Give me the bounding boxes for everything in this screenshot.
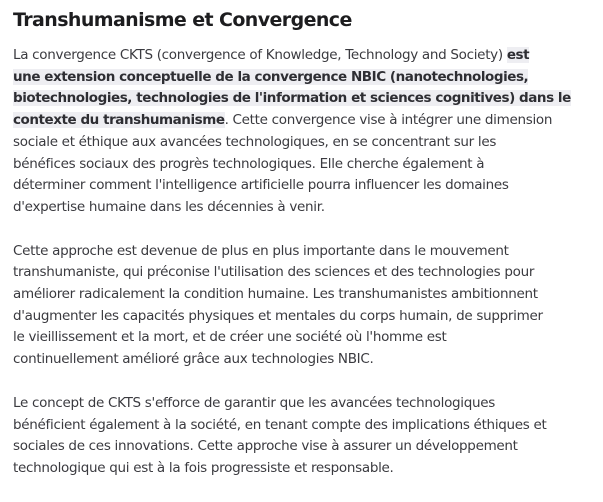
- text-line: [13, 458, 595, 480]
- text-line: [13, 132, 595, 154]
- paragraph: [13, 241, 595, 371]
- text-line: [13, 306, 595, 328]
- text-segment: le vieillissement et la mort, et de créer une société où l'homme est: [13, 329, 447, 346]
- text-line: [13, 415, 595, 437]
- text-segment: . Cette convergence vise à intégrer une dimension: [224, 112, 553, 129]
- text-segment: technologique qui est à la fois progressiste et responsable.: [13, 459, 394, 476]
- paragraph: [13, 45, 595, 219]
- text-line: [13, 110, 595, 132]
- text-segment: Cette approche est devenue de plus en plus importante dans le mouvement: [13, 242, 509, 259]
- text-line: [13, 262, 595, 284]
- article-title: Transhumanisme et Convergence: [13, 9, 352, 31]
- text-segment: d'expertise humaine dans les décennies à venir.: [13, 198, 325, 215]
- text-line: [13, 349, 595, 371]
- text-line: [13, 284, 595, 306]
- highlighted-text: contexte du transhumanisme: [13, 112, 225, 129]
- highlighted-text: une extension conceptuelle de la convergence NBIC (nanotechnologies,: [13, 68, 529, 85]
- text-segment: sociale et éthique aux avancées technologiques, en se concentrant sur les: [13, 133, 497, 150]
- text-line: [13, 67, 595, 89]
- text-line: [13, 45, 595, 67]
- text-line: [13, 154, 595, 176]
- paragraph: [13, 393, 595, 480]
- article-body: [13, 45, 595, 480]
- text-segment: sociales de ces innovations. Cette approche vise à assurer un développement: [13, 438, 518, 455]
- text-segment: La convergence CKTS (convergence of Knowledge, Technology and Society): [13, 47, 507, 63]
- article: [13, 7, 595, 502]
- text-segment: bénéfices sociaux des progrès technologiques. Elle cherche également à: [13, 155, 485, 172]
- text-segment: améliorer radicalement la condition humaine. Les transhumanistes ambitionnent: [13, 286, 538, 303]
- text-line: [13, 327, 595, 349]
- text-segment: transhumaniste, qui préconise l'utilisation des sciences et des technologies pour: [13, 264, 535, 281]
- text-line: [13, 175, 595, 197]
- highlighted-text: est: [506, 47, 530, 63]
- text-line: [13, 436, 595, 458]
- text-segment: d'augmenter les capacités physiques et mentales du corps humain, de supprimer: [13, 307, 543, 324]
- text-line: [13, 88, 595, 110]
- highlighted-text: biotechnologies, technologies de l'information et sciences cognitives) dans le: [13, 90, 571, 107]
- text-line: [13, 241, 595, 263]
- text-line: [13, 197, 595, 219]
- text-line: [13, 393, 595, 415]
- text-segment: Le concept de CKTS s'efforce de garantir que les avancées technologiques: [13, 394, 496, 411]
- text-segment: continuellement amélioré grâce aux technologies NBIC.: [13, 351, 374, 368]
- text-segment: déterminer comment l'intelligence artificielle pourra influencer les domaines: [13, 177, 509, 194]
- text-segment: bénéficient également à la société, en tenant compte des implications éthiques et: [13, 416, 547, 433]
